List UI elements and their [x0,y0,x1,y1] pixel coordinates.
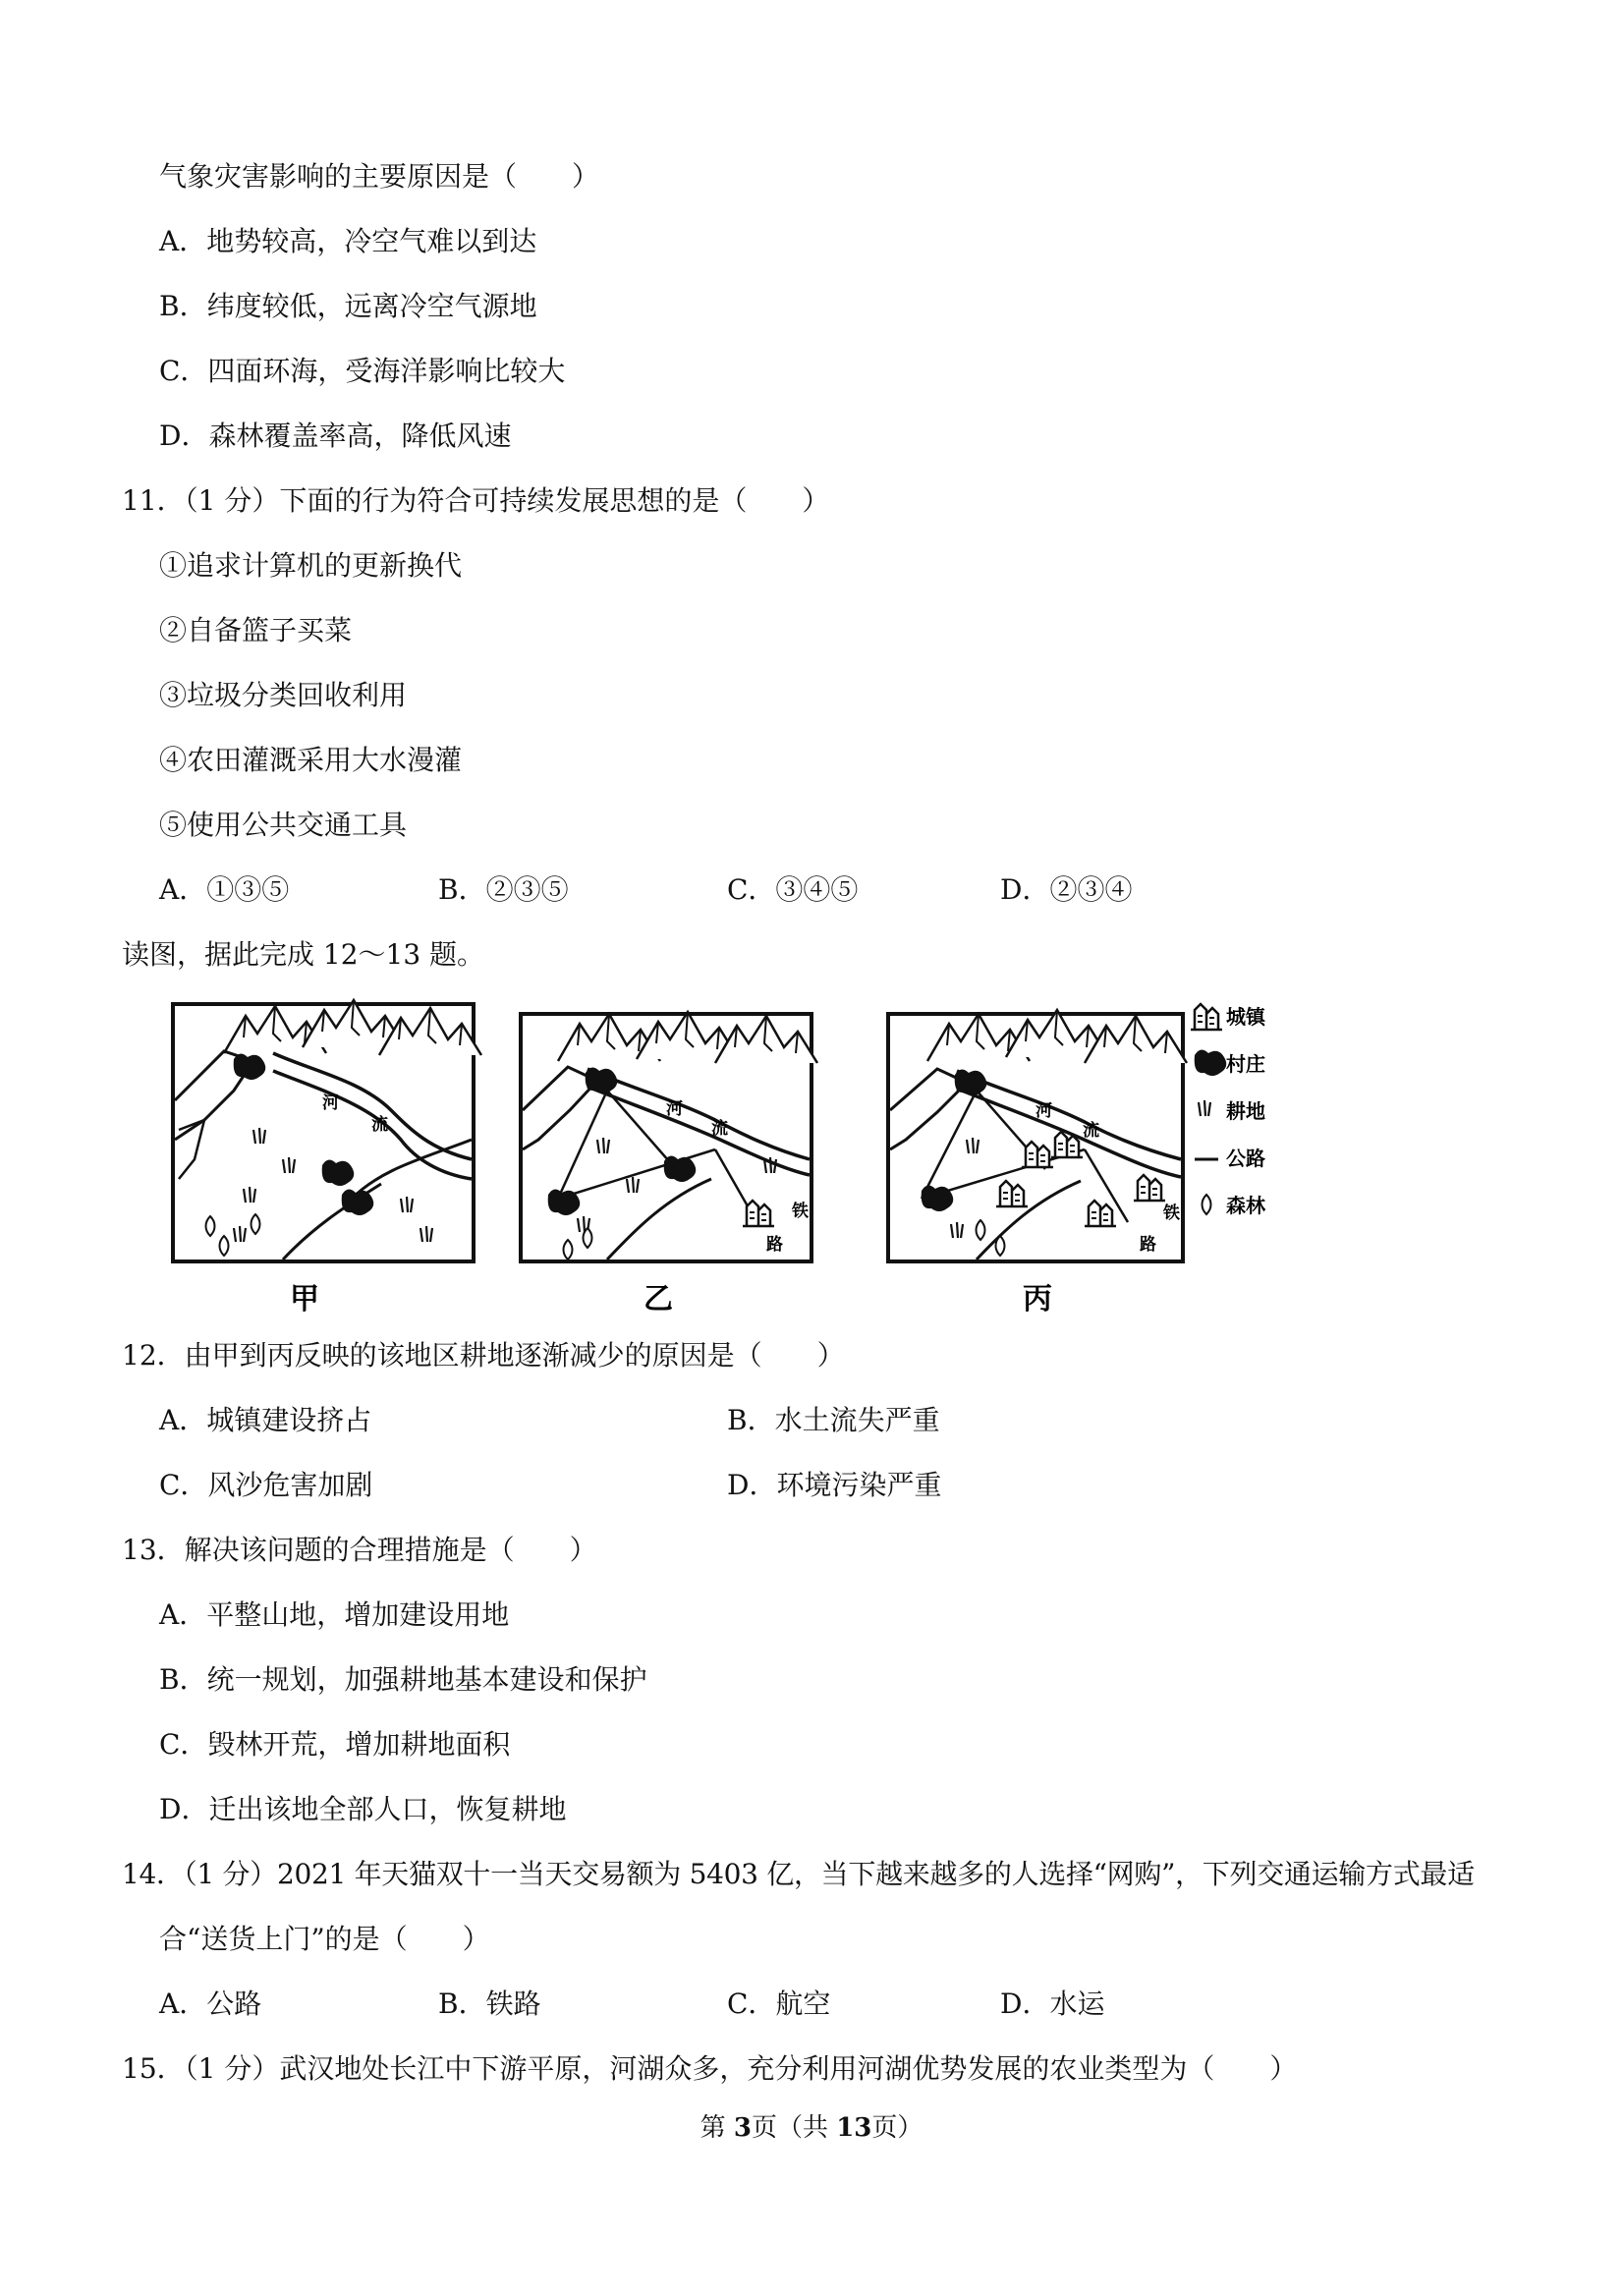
q12-option-d: D．环境污染严重 [727,1469,942,1501]
land-use-figure [165,992,1275,1316]
legend-forest-label: 森林 [1226,1194,1265,1217]
legend-farmland-icon [1199,1100,1210,1116]
q12-option-a: A．城镇建设挤占 [159,1404,372,1436]
q10-option-d: D．森林覆盖率高，降低风速 [159,420,512,452]
q10-option-a: A．地势较高，冷空气难以到达 [159,225,537,257]
footer-page-number: 3 [733,2113,752,2143]
q14-stem: 14．（1 分）2021 年天猫双十一当天交易额为 5403 亿，当下越来越多的人选择“网购”，下列交通运输方式最适 [122,1858,1475,1890]
q12-stem: 12．由甲到丙反映的该地区耕地逐渐减少的原因是（ ） [122,1339,845,1372]
map-label-jia: 甲 [290,1282,319,1316]
footer-middle: 页（共 [751,2113,837,2143]
map-yi [521,1012,817,1316]
q11-item-5: ⑤使用公共交通工具 [159,809,408,841]
q13-option-c: C．毁林开荒，增加耕地面积 [159,1728,511,1761]
q15-stem: 15．（1 分）武汉地处长江中下游平原，河湖众多，充分利用河湖优势发展的农业类型为（ ） [122,2052,1298,2085]
q14-option-c: C．航空 [727,1988,831,2020]
q11-item-3: ③垃圾分类回收利用 [159,679,408,711]
bing-railway-label-2: 路 [1140,1235,1156,1255]
jia-river-label-2: 流 [371,1115,388,1135]
map-label-bing: 丙 [1023,1282,1052,1316]
map-legend [1191,1004,1267,1217]
q12-option-b: B．水土流失严重 [727,1404,940,1436]
legend-town-icon [1191,1004,1222,1030]
q13-option-a: A．平整山地，增加建设用地 [159,1598,510,1631]
q11-option-a: A．①③⑤ [159,873,290,906]
legend-village-icon [1195,1049,1227,1076]
bing-railway-label-1: 铁 [1163,1204,1180,1223]
footer-prefix: 第 [700,2113,734,2143]
yi-railway-label-1: 铁 [792,1202,809,1221]
q11-item-2: ②自备篮子买菜 [159,614,353,646]
yi-river-label-1: 河 [666,1099,683,1119]
q13-option-b: B．统一规划，加强耕地基本建设和保护 [159,1663,647,1696]
legend-road-label: 公路 [1226,1147,1265,1170]
reading-intro: 读图，据此完成 12～13 题。 [122,938,485,971]
map-jia [173,1000,481,1316]
q10-option-c: C．四面环海，受海洋影响比较大 [159,355,566,387]
q11-stem: 11．（1 分）下面的行为符合可持续发展思想的是（ ） [122,484,830,517]
legend-forest-icon [1203,1195,1211,1214]
legend-town-label: 城镇 [1226,1005,1265,1029]
q11-item-1: ①追求计算机的更新换代 [159,549,463,582]
q13-option-d: D．迁出该地全部人口，恢复耕地 [159,1793,567,1825]
q14-stem-continuation: 合“送货上门”的是（ ） [159,1923,490,1955]
q11-item-4: ④农田灌溉采用大水漫灌 [159,744,463,776]
q14-option-d: D．水运 [1000,1988,1105,2020]
yi-river-label-2: 流 [711,1119,728,1139]
page-footer [0,2110,1623,2146]
bing-river-label-2: 流 [1083,1121,1099,1141]
jia-river-label-1: 河 [322,1093,339,1113]
q13-stem: 13．解决该问题的合理措施是（ ） [122,1534,597,1566]
footer-total-pages: 13 [836,2113,872,2143]
q10-option-b: B．纬度较低，远离冷空气源地 [159,290,537,322]
q11-option-c: C．③④⑤ [727,873,859,906]
q11-option-b: B．②③⑤ [438,873,569,906]
footer-suffix: 页） [871,2113,923,2143]
q14-option-b: B．铁路 [438,1988,541,2020]
legend-village-label: 村庄 [1226,1052,1265,1076]
yi-railway-label-2: 路 [766,1235,783,1255]
q14-option-a: A．公路 [159,1988,262,2020]
bing-river-label-1: 河 [1035,1101,1052,1121]
q10-stem-continuation: 气象灾害影响的主要原因是（ ） [159,160,600,193]
map-bing [888,1010,1187,1316]
q11-option-d: D．②③④ [1000,873,1133,906]
q12-option-c: C．风沙危害加剧 [159,1469,373,1501]
map-label-yi: 乙 [644,1282,673,1316]
legend-farmland-label: 耕地 [1226,1099,1265,1123]
